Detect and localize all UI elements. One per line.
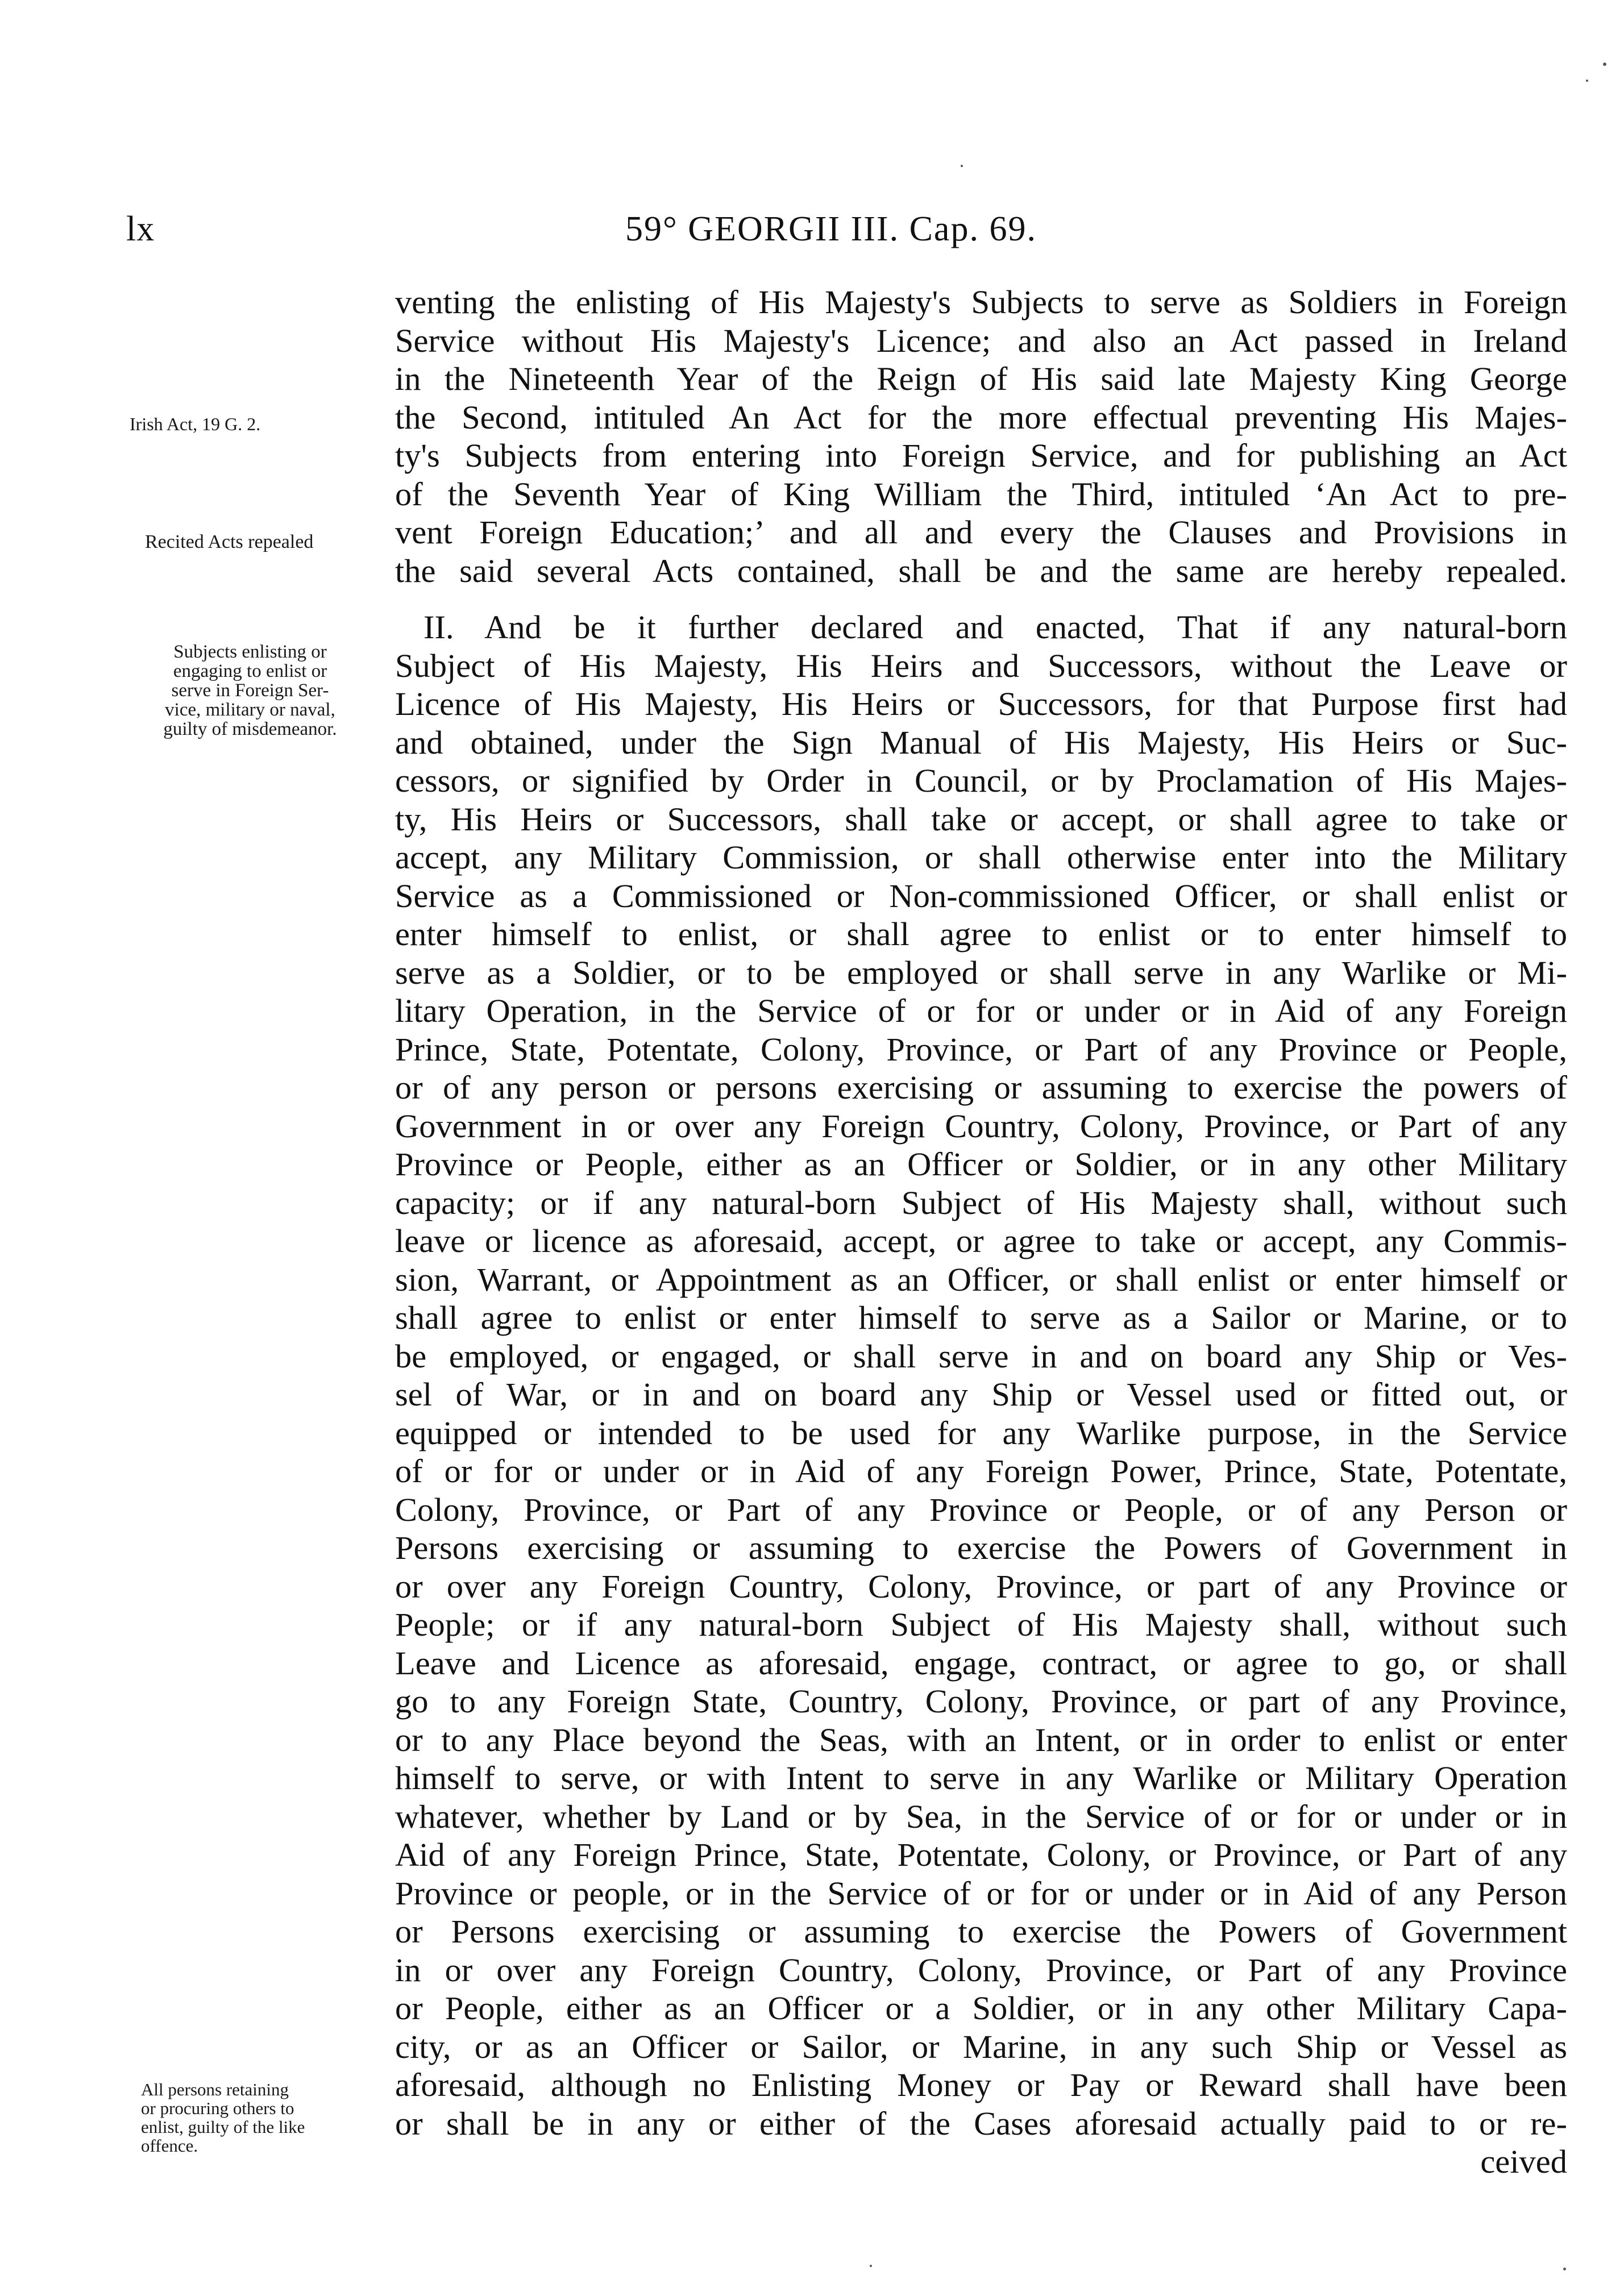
scan-speck <box>1603 63 1606 66</box>
text-line: go to any Foreign State, Country, Colony, Province, or part of any Province, <box>395 1683 1567 1720</box>
text-line: litary Operation, in the Service of or for or under or in Aid of any Foreign <box>395 992 1567 1029</box>
text-line: leave or licence as aforesaid, accept, or agree to take or accept, any Commis- <box>395 1222 1567 1259</box>
text-line: or People, either as an Officer or a Soldier, or in any other Military Capa- <box>395 1990 1567 2027</box>
margin-note-line: engaging to enlist or <box>173 661 327 681</box>
text-line: or to any Place beyond the Seas, with an Intent, or in order to enlist or enter <box>395 1721 1567 1758</box>
text-line: in the Nineteenth Year of the Reign of His said late Majesty King George <box>395 360 1567 397</box>
scan-speck <box>870 2265 872 2267</box>
text-line: ty's Subjects from entering into Foreign Service, and for publishing an Act <box>395 437 1567 474</box>
text-line: or over any Foreign Country, Colony, Province, or part of any Province or <box>395 1567 1567 1605</box>
text-line: Service as a Commissioned or Non-commissioned Officer, or shall enlist or <box>395 877 1567 914</box>
margin-note-subjects-enlisting <box>117 642 384 739</box>
text-line: Leave and Licence as aforesaid, engage, contract, or agree to go, or shall <box>395 1644 1567 1682</box>
text-line: Province or people, or in the Service of or for or under or in Aid of any Person <box>395 1874 1567 1912</box>
text-line: Province or People, either as an Officer or Soldier, or in any other Military <box>395 1146 1567 1183</box>
paragraph-gap <box>395 590 1567 608</box>
text-line: People; or if any natural-born Subject of His Majesty shall, without such <box>395 1606 1567 1643</box>
text-line: equipped or intended to be used for any Warlike purpose, in the Service <box>395 1414 1567 1451</box>
text-line: or Persons exercising or assuming to exercise the Powers of Government <box>395 1913 1567 1950</box>
margin-note-line: vice, military or naval, <box>165 700 335 720</box>
text-line: or of any person or persons exercising or assuming to exercise the powers of <box>395 1069 1567 1106</box>
paragraph-repeal <box>395 283 1567 590</box>
text-line: whatever, whether by Land or by Sea, in the Service of or for or under or in <box>395 1798 1567 1835</box>
margin-note-line: or procuring others to <box>141 2098 294 2118</box>
text-line: the said several Acts contained, shall be and the same are hereby repealed. <box>395 552 1567 589</box>
text-line: Service without His Majesty's Licence; and also an Act passed in Ireland <box>395 322 1567 359</box>
text-line: or shall be in any or either of the Cases aforesaid actually paid to or re- <box>395 2104 1567 2142</box>
paragraph-section-two <box>395 608 1567 2181</box>
margin-note-line: Irish Act, 19 G. 2. <box>130 414 261 434</box>
scan-speck <box>961 165 963 167</box>
scan-speck <box>1586 80 1588 82</box>
text-line: Prince, State, Potentate, Colony, Province, or Part of any Province or People, <box>395 1030 1567 1068</box>
text-line: himself to serve, or with Intent to serve in any Warlike or Military Operation <box>395 1760 1567 1796</box>
text-line: accept, any Military Commission, or shall otherwise enter into the Military <box>395 839 1567 876</box>
page-number: lx <box>126 210 155 248</box>
margin-note-line: enlist, guilty of the like <box>141 2117 305 2137</box>
text-line: serve as a Soldier, or to be employed or shall serve in any Warlike or Mi- <box>395 954 1567 991</box>
scan-speck <box>1563 2268 1566 2270</box>
text-line: the Second, intituled An Act for the more effectual preventing His Majes- <box>395 398 1567 436</box>
text-line: shall agree to enlist or enter himself to serve as a Sailor or Marine, or to <box>395 1299 1567 1336</box>
text-line: cessors, or signified by Order in Council, or by Proclamation of His Majes- <box>395 762 1567 799</box>
margin-note-all-persons <box>141 2080 385 2155</box>
text-line: capacity; or if any natural-born Subject of His Majesty shall, without such <box>395 1184 1567 1221</box>
margin-note-line: serve in Foreign Ser- <box>171 680 329 701</box>
text-line: aforesaid, although no Enlisting Money or Pay or Reward shall have been <box>395 2066 1567 2103</box>
text-line: in or over any Foreign Country, Colony, Province, or Part of any Province <box>395 1951 1567 1989</box>
text-line: Aid of any Foreign Prince, State, Potentate, Colony, or Province, or Part of any <box>395 1836 1567 1873</box>
body-text <box>395 283 1567 2181</box>
text-line: Licence of His Majesty, His Heirs or Successors, for that Purpose first had <box>395 685 1567 722</box>
text-line: enter himself to enlist, or shall agree to enlist or to enter himself to <box>395 916 1567 952</box>
margin-note-line: All persons retaining <box>141 2079 289 2099</box>
text-line: vent Foreign Education;’ and all and every the Clauses and Provisions in <box>395 514 1567 551</box>
catchword: ceived <box>1480 2143 1567 2180</box>
text-line: sel of War, or in and on board any Ship or Vessel used or fitted out, or <box>395 1376 1567 1413</box>
margin-note-recited-acts <box>145 532 384 552</box>
text-line: II. And be it further declared and enacted, That if any natural-born <box>423 609 1567 646</box>
text-line: Colony, Province, or Part of any Province or People, or of any Person or <box>395 1491 1567 1528</box>
margin-note-line: Subjects enlisting or <box>173 642 327 662</box>
text-line: city, or as an Officer or Sailor, or Marine, in any such Ship or Vessel as <box>395 2028 1567 2065</box>
text-line: and obtained, under the Sign Manual of His Majesty, His Heirs or Suc- <box>395 723 1567 761</box>
text-line: Subject of His Majesty, His Heirs and Successors, without the Leave or <box>395 647 1567 684</box>
text-line: of or for or under or in Aid of any Foreign Power, Prince, State, Potentate, <box>395 1453 1567 1490</box>
margin-note-line: Recited Acts repealed <box>145 531 314 552</box>
text-line: ty, His Heirs or Successors, shall take or accept, or shall agree to take or <box>395 800 1567 838</box>
text-line: be employed, or engaged, or shall serve in and on board any Ship or Ves- <box>395 1337 1567 1375</box>
text-line: Persons exercising or assuming to exercise the Powers of Government in <box>395 1529 1567 1566</box>
margin-note-irish-act <box>130 414 368 434</box>
margin-note-line: guilty of misdemeanor. <box>163 719 337 739</box>
text-line: sion, Warrant, or Appointment as an Officer, or shall enlist or enter himself or <box>395 1261 1567 1298</box>
running-head: 59° GEORGII III. Cap. 69. <box>625 210 1037 248</box>
text-line: of the Seventh Year of King William the Third, intituled ‘An Act to pre- <box>395 475 1567 513</box>
text-line: venting the enlisting of His Majesty's Subjects to serve as Soldiers in Foreign <box>395 284 1567 321</box>
text-line: Government in or over any Foreign Country, Colony, Province, or Part of any <box>395 1107 1567 1145</box>
margin-note-line: offence. <box>141 2136 198 2156</box>
